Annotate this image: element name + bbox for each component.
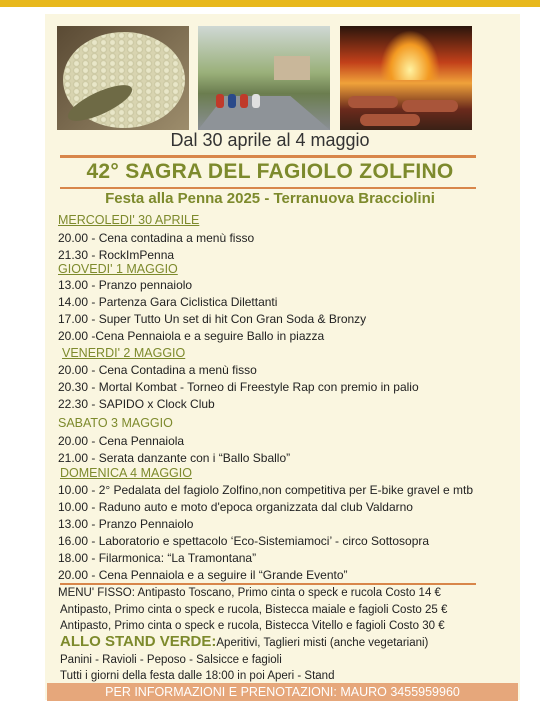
event-line: 13.00 - Pranzo pennaiolo [58, 278, 193, 292]
event-line: 18.00 - Filarmonica: “La Tramontana” [58, 551, 257, 565]
info-bar: PER INFORMAZIONI E PRENOTAZIONI: MAURO 3455959960 [47, 683, 518, 701]
day-label: SABATO 3 MAGGIO [58, 416, 173, 430]
beans-photo [57, 26, 189, 130]
event-line: 20.00 - Cena Pennaiola [58, 434, 185, 448]
event-line: 20.00 - Cena Pennaiola e a seguire il “Grande Evento” [58, 568, 348, 582]
event-line: 21.30 - RockImPenna [58, 248, 175, 262]
event-subtitle: Festa alla Penna 2025 - Terranuova Bracciolini [105, 190, 435, 207]
rider [216, 94, 224, 108]
day-label: DOMENICA 4 MAGGIO [60, 466, 192, 480]
event-line: 14.00 - Partenza Gara Ciclistica Dilettanti [58, 295, 278, 309]
rider [252, 94, 260, 108]
stand-line: Panini - Ravioli - Peposo - Salsicce e fagioli [60, 654, 282, 666]
event-line: 10.00 - 2° Pedalata del fagiolo Zolfino,non competitiva per E-bike gravel e mtb [58, 483, 474, 497]
top-bar [0, 0, 540, 7]
menu-line: MENU' FISSO: Antipasto Toscano, Primo cinta o speck e rucola Costo 14 € [58, 587, 441, 599]
dates-heading: Dal 30 aprile al 4 maggio [170, 130, 370, 150]
stand-title: ALLO STAND VERDE: [60, 633, 217, 650]
stand-heading [60, 633, 428, 650]
house-shape [274, 56, 310, 80]
divider [60, 155, 476, 158]
event-line: 20.30 - Mortal Kombat - Torneo di Freestyle Rap con premio in palio [58, 380, 419, 394]
event-line: 13.00 - Pranzo Pennaiolo [58, 517, 194, 531]
rider [228, 94, 236, 108]
rider [240, 94, 248, 108]
event-line: 20.00 -Cena Pennaiola e a seguire Ballo in piazza [58, 329, 325, 343]
event-line: 16.00 - Laboratorio e spettacolo ‘Eco-Sistemiamoci’ - circo Sottosopra [58, 534, 430, 548]
meat-piece [348, 96, 398, 108]
event-line: 10.00 - Raduno auto e moto d'epoca organizzata dal club Valdarno [58, 500, 413, 514]
divider [60, 187, 476, 189]
divider [60, 583, 476, 585]
fire-flame [380, 30, 440, 80]
menu-line: Antipasto, Primo cinta o speck e rucola, Bistecca maiale e fagioli Costo 25 € [60, 604, 448, 616]
meat-piece [360, 114, 420, 126]
event-title: 42° SAGRA DEL FAGIOLO ZOLFINO [86, 160, 454, 183]
day-label: GIOVEDI' 1 MAGGIO [58, 262, 178, 276]
event-line: 17.00 - Super Tutto Un set di hit Con Gran Soda & Bronzy [58, 312, 367, 326]
cyclists-photo [198, 26, 330, 130]
stand-line: Aperitivi, Taglieri misti (anche vegetariani) [216, 637, 429, 649]
event-line: 20.00 - Cena contadina a menù fisso [58, 231, 255, 245]
stand-line: Tutti i giorni della festa dalle 18:00 in poi Aperi - Stand [60, 670, 335, 682]
grill-photo [340, 26, 472, 130]
day-label: MERCOLEDI' 30 APRILE [58, 213, 200, 227]
menu-line: Antipasto, Primo cinta o speck e rucola, Bistecca Vitello e fagioli Costo 30 € [60, 620, 445, 632]
event-line: 22.30 - SAPIDO x Clock Club [58, 397, 215, 411]
event-line: 21.00 - Serata danzante con i “Ballo Sballo” [58, 451, 291, 465]
meat-piece [402, 100, 458, 112]
day-label: VENERDI' 2 MAGGIO [62, 346, 186, 360]
event-line: 20.00 - Cena Contadina a menù fisso [58, 363, 257, 377]
